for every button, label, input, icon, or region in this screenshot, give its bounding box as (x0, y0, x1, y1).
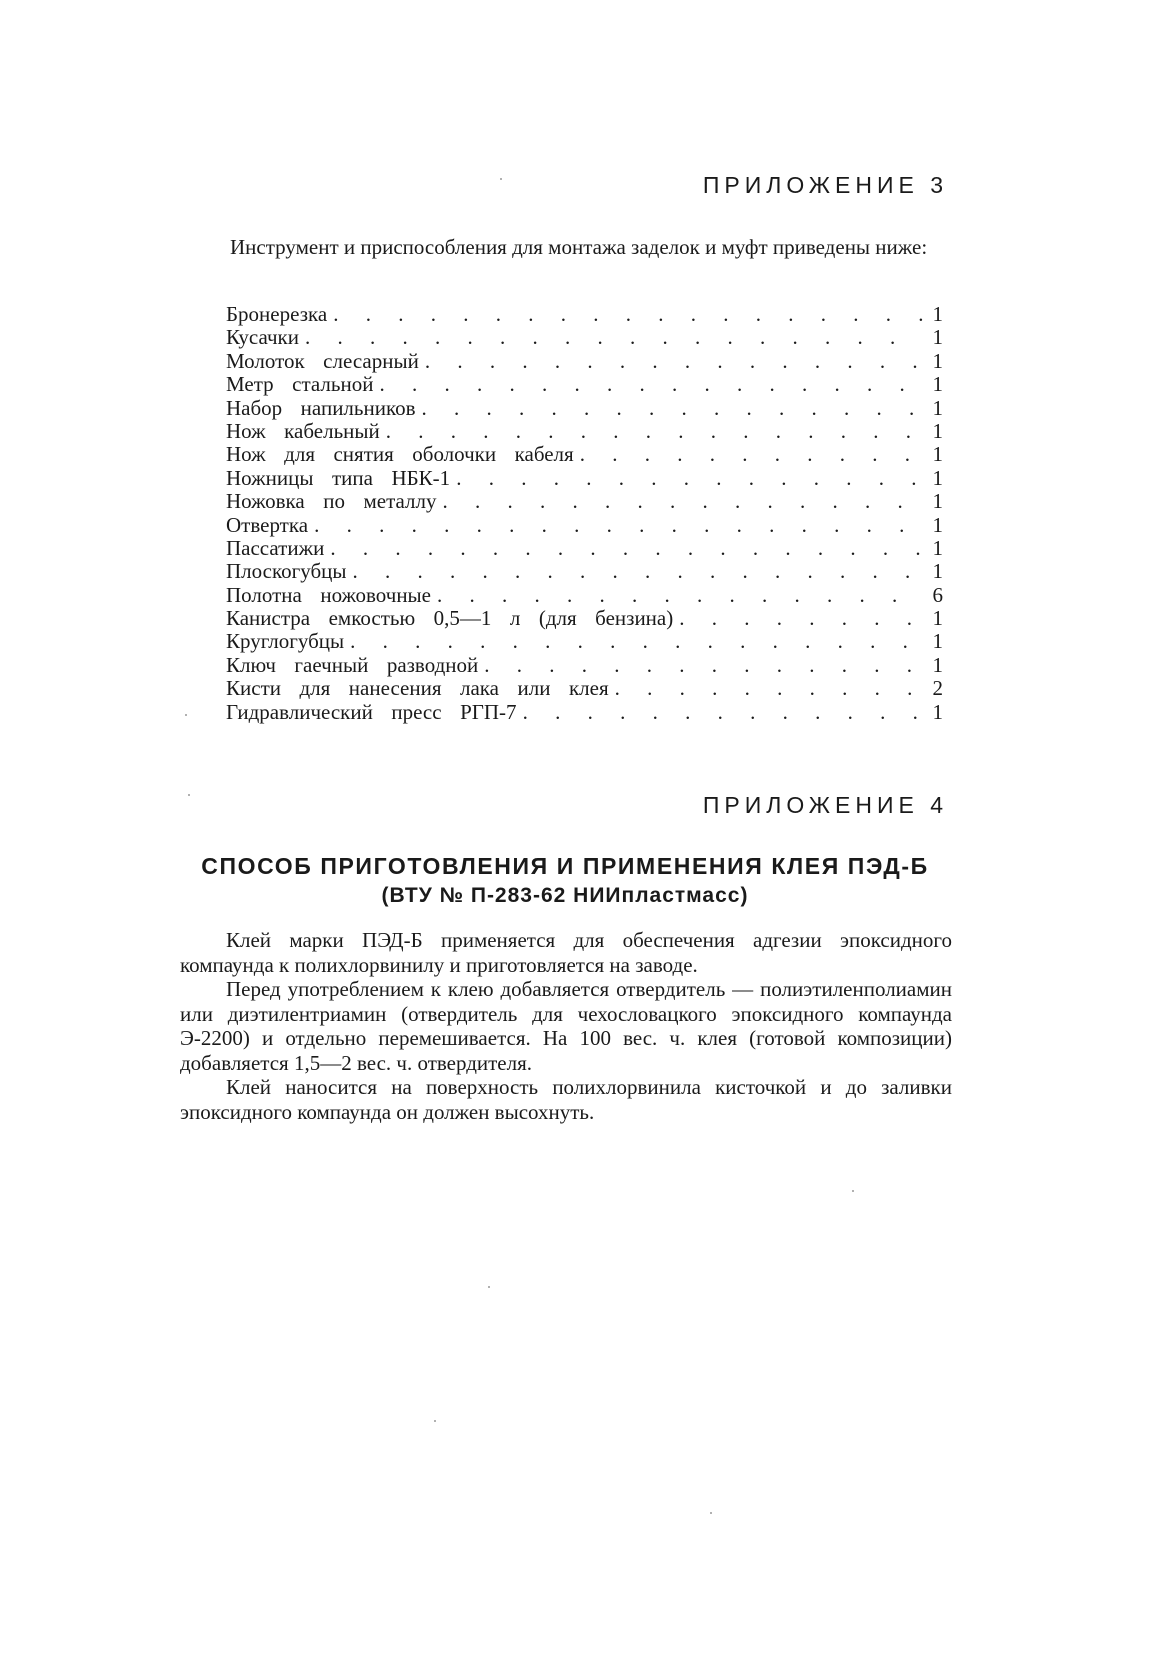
tool-item (226, 654, 943, 677)
tool-quantity: 1 (932, 559, 943, 584)
tool-item (226, 537, 943, 560)
dot-leader (314, 514, 923, 537)
tool-name: Пассатижи (226, 535, 325, 560)
tool-item (226, 677, 943, 700)
tool-item (226, 701, 943, 724)
dot-leader (580, 443, 923, 466)
tool-name: Бронерезка (226, 302, 328, 326)
tool-quantity: 1 (932, 348, 943, 373)
dot-leader (615, 677, 923, 700)
tool-quantity: 2 (932, 676, 943, 701)
tool-quantity: 1 (932, 372, 943, 397)
paragraph: Перед употреблением к клею добавляется отвердитель — полиэтиленполиамин или диэтилентриамин (отвердитель для чехословацкого эпоксидного компаунда Э-2200) и отдельно перемешивается. На 100 вес. ч. клея (готовой композиции) добавляется 1,5—2 вес. ч. отвердителя. (180, 977, 952, 1075)
tool-name: Круглогубцы (226, 629, 345, 654)
tool-item (226, 514, 943, 537)
tool-item (226, 420, 943, 443)
tool-quantity: 1 (932, 465, 943, 490)
dot-leader (425, 350, 923, 373)
tool-quantity: 1 (932, 302, 943, 326)
tool-item (226, 350, 943, 373)
tool-name: Ножовка по металлу (226, 489, 437, 514)
dot-leader (679, 607, 923, 630)
tool-quantity: 1 (932, 606, 943, 631)
tool-quantity: 1 (932, 629, 943, 654)
scan-speck (488, 1286, 490, 1288)
tool-name: Молоток слесарный (226, 348, 419, 373)
scan-speck (710, 1512, 712, 1514)
dot-leader (523, 701, 923, 724)
tool-item (226, 373, 943, 396)
tool-item (226, 630, 943, 653)
tool-quantity: 1 (932, 699, 943, 724)
tool-item (226, 443, 943, 466)
tool-item (226, 607, 943, 630)
body-text (180, 928, 952, 1124)
tool-name: Канистра емкостью 0,5—1 л (для бензина) (226, 606, 674, 631)
tool-name: Метр стальной (226, 372, 374, 397)
tool-name: Нож кабельный (226, 418, 380, 443)
tool-item (226, 467, 943, 490)
dot-leader (350, 630, 923, 653)
scan-speck (500, 178, 502, 180)
dot-leader (330, 537, 923, 560)
dot-leader (305, 326, 923, 349)
tool-item (226, 560, 943, 583)
dot-leader (422, 397, 923, 420)
tool-quantity: 1 (932, 325, 943, 350)
section-subtitle: (ВТУ № П-283-62 НИИпластмасс) (381, 884, 749, 907)
tool-name: Отвертка (226, 512, 309, 537)
tool-list (226, 303, 943, 724)
tool-name: Кусачки (226, 325, 299, 350)
tool-name: Кисти для нанесения лака или клея (226, 676, 609, 701)
dot-leader (443, 490, 924, 513)
scan-speck (185, 714, 187, 716)
tool-name: Нож для снятия оболочки кабеля (226, 442, 574, 467)
tool-name: Ключ гаечный разводной (226, 652, 479, 677)
dot-leader (484, 654, 923, 677)
section-title: СПОСОБ ПРИГОТОВЛЕНИЯ И ПРИМЕНЕНИЯ КЛЕЯ ПЭД-Б (201, 853, 929, 879)
tool-name: Гидравлический пресс РГП-7 (226, 699, 517, 724)
tool-quantity: 1 (932, 418, 943, 443)
dot-leader (333, 303, 923, 326)
paragraph: Клей наносится на поверхность полихлорвинила кисточкой и до заливки эпоксидного компаунда он должен высохнуть. (180, 1075, 952, 1124)
tool-quantity: 1 (932, 395, 943, 420)
appendix-3-intro: Инструмент и приспособления для монтажа заделок и муфт приведены ниже: (230, 235, 928, 259)
scan-speck (434, 1420, 436, 1422)
dot-leader (386, 420, 923, 443)
paragraph: Клей марки ПЭД-Б применяется для обеспечения адгезии эпоксидного компаунда к полихлорвинилу и приготовляется на заводе. (180, 928, 952, 977)
tool-quantity: 1 (932, 652, 943, 677)
tool-item (226, 584, 943, 607)
tool-item (226, 397, 943, 420)
tool-item (226, 303, 943, 326)
tool-quantity: 1 (932, 535, 943, 560)
tool-name: Плоскогубцы (226, 559, 347, 584)
tool-item (226, 490, 943, 513)
dot-leader (379, 373, 923, 396)
tool-quantity: 6 (932, 582, 943, 607)
appendix-4-heading: ПРИЛОЖЕНИЕ 4 (702, 792, 948, 818)
scan-speck (188, 794, 190, 796)
tool-quantity: 1 (932, 512, 943, 537)
dot-leader (353, 560, 924, 583)
tool-item (226, 326, 943, 349)
dot-leader (437, 584, 923, 607)
appendix-3-heading: ПРИЛОЖЕНИЕ 3 (702, 172, 948, 198)
tool-quantity: 1 (932, 442, 943, 467)
tool-name: Набор напильников (226, 395, 416, 420)
scan-speck (852, 1190, 854, 1192)
tool-name: Полотна ножовочные (226, 582, 431, 607)
dot-leader (456, 467, 923, 490)
tool-name: Ножницы типа НБК-1 (226, 465, 451, 490)
tool-quantity: 1 (932, 489, 943, 514)
